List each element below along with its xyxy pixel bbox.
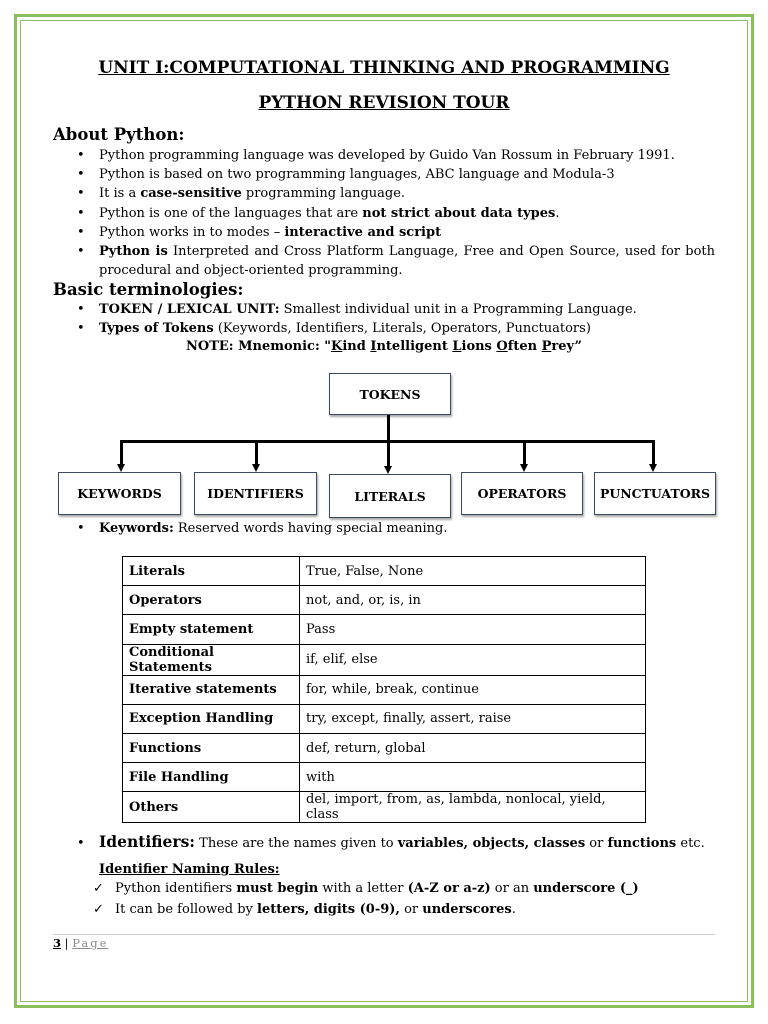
list-item: • Python works in to modes – interactive and script (77, 224, 442, 240)
footer-divider (53, 934, 715, 935)
arrow-punctuators (649, 464, 657, 472)
unit-title: UNIT I:COMPUTATIONAL THINKING AND PROGRAMMING (98, 58, 670, 78)
list-item: • Types of Tokens (Keywords, Identifiers, Literals, Operators, Punctuators) (77, 321, 591, 337)
tokens-root-node: TOKENS (329, 373, 451, 415)
about-list (53, 146, 715, 280)
checkmark-icon: ✓ (93, 881, 104, 896)
table-row: Literals True, False, None (123, 557, 646, 586)
table-row: Conditional Statements if, elif, else (123, 644, 646, 675)
identifiers-item: • Identifiers: These are the names given to variables, objects, classes or functions etc. (77, 832, 705, 851)
naming-rules-title: Identifier Naming Rules: (99, 862, 280, 877)
punctuators-node: PUNCTUATORS (594, 472, 716, 515)
page-number: 3 (53, 936, 62, 950)
list-item: • Python is Interpreted and Cross Platform Language, Free and Open Source, used for both procedural and object-oriented programming. (77, 244, 715, 279)
arrow-literals (384, 466, 392, 474)
list-item: • Keywords: Reserved words having special meaning. (77, 521, 448, 536)
table-row: File Handling with (123, 763, 646, 792)
table-row: Empty statement Pass (123, 615, 646, 644)
list-item: • Python is based on two programming languages, ABC language and Modula-3 (77, 167, 615, 183)
table-row: Others del, import, from, as, lambda, nonlocal, yield, class (123, 792, 646, 823)
table-row: Exception Handling try, except, finally, assert, raise (123, 704, 646, 733)
basic-list (53, 300, 715, 338)
keywords-list (53, 519, 715, 538)
diagram-connector (255, 440, 258, 464)
arrow-operators (520, 464, 528, 472)
literals-node: LITERALS (329, 474, 451, 518)
diagram-connector (523, 440, 526, 464)
mnemonic-note: NOTE: Mnemonic: "Kind Intelligent Lions Often Prey” (185, 339, 583, 354)
basic-heading: Basic terminologies: (53, 280, 244, 299)
page-label: Page (72, 936, 109, 950)
keywords-table (122, 556, 646, 823)
diagram-connector (387, 415, 390, 442)
page-footer: 3 | Page (53, 936, 109, 950)
list-item: • TOKEN / LEXICAL UNIT: Smallest individual unit in a Programming Language. (77, 302, 637, 317)
table-row: Functions def, return, global (123, 733, 646, 762)
checkmark-icon: ✓ (93, 902, 104, 917)
identifiers-node: IDENTIFIERS (194, 472, 317, 515)
table-row: Iterative statements for, while, break, continue (123, 675, 646, 704)
arrow-identifiers (252, 464, 260, 472)
rule-item: ✓ Python identifiers must begin with a letter (A-Z or a-z) or an underscore (_) (93, 881, 639, 896)
page-subtitle: PYTHON REVISION TOUR (258, 93, 510, 113)
diagram-connector (652, 440, 655, 464)
list-item: • Python programming language was developed by Guido Van Rossum in February 1991. (77, 148, 675, 163)
list-item: • Python is one of the languages that are not strict about data types. (77, 205, 560, 221)
list-item: • It is a case-sensitive programming language. (77, 186, 406, 202)
table-row: Operators not, and, or, is, in (123, 586, 646, 615)
arrow-keywords (117, 464, 125, 472)
rule-item: ✓ It can be followed by letters, digits (0-9), or underscores. (93, 902, 516, 917)
diagram-connector (387, 440, 390, 466)
keywords-node: KEYWORDS (58, 472, 181, 515)
diagram-connector (120, 440, 123, 464)
about-heading: About Python: (53, 125, 185, 144)
operators-node: OPERATORS (461, 472, 583, 515)
